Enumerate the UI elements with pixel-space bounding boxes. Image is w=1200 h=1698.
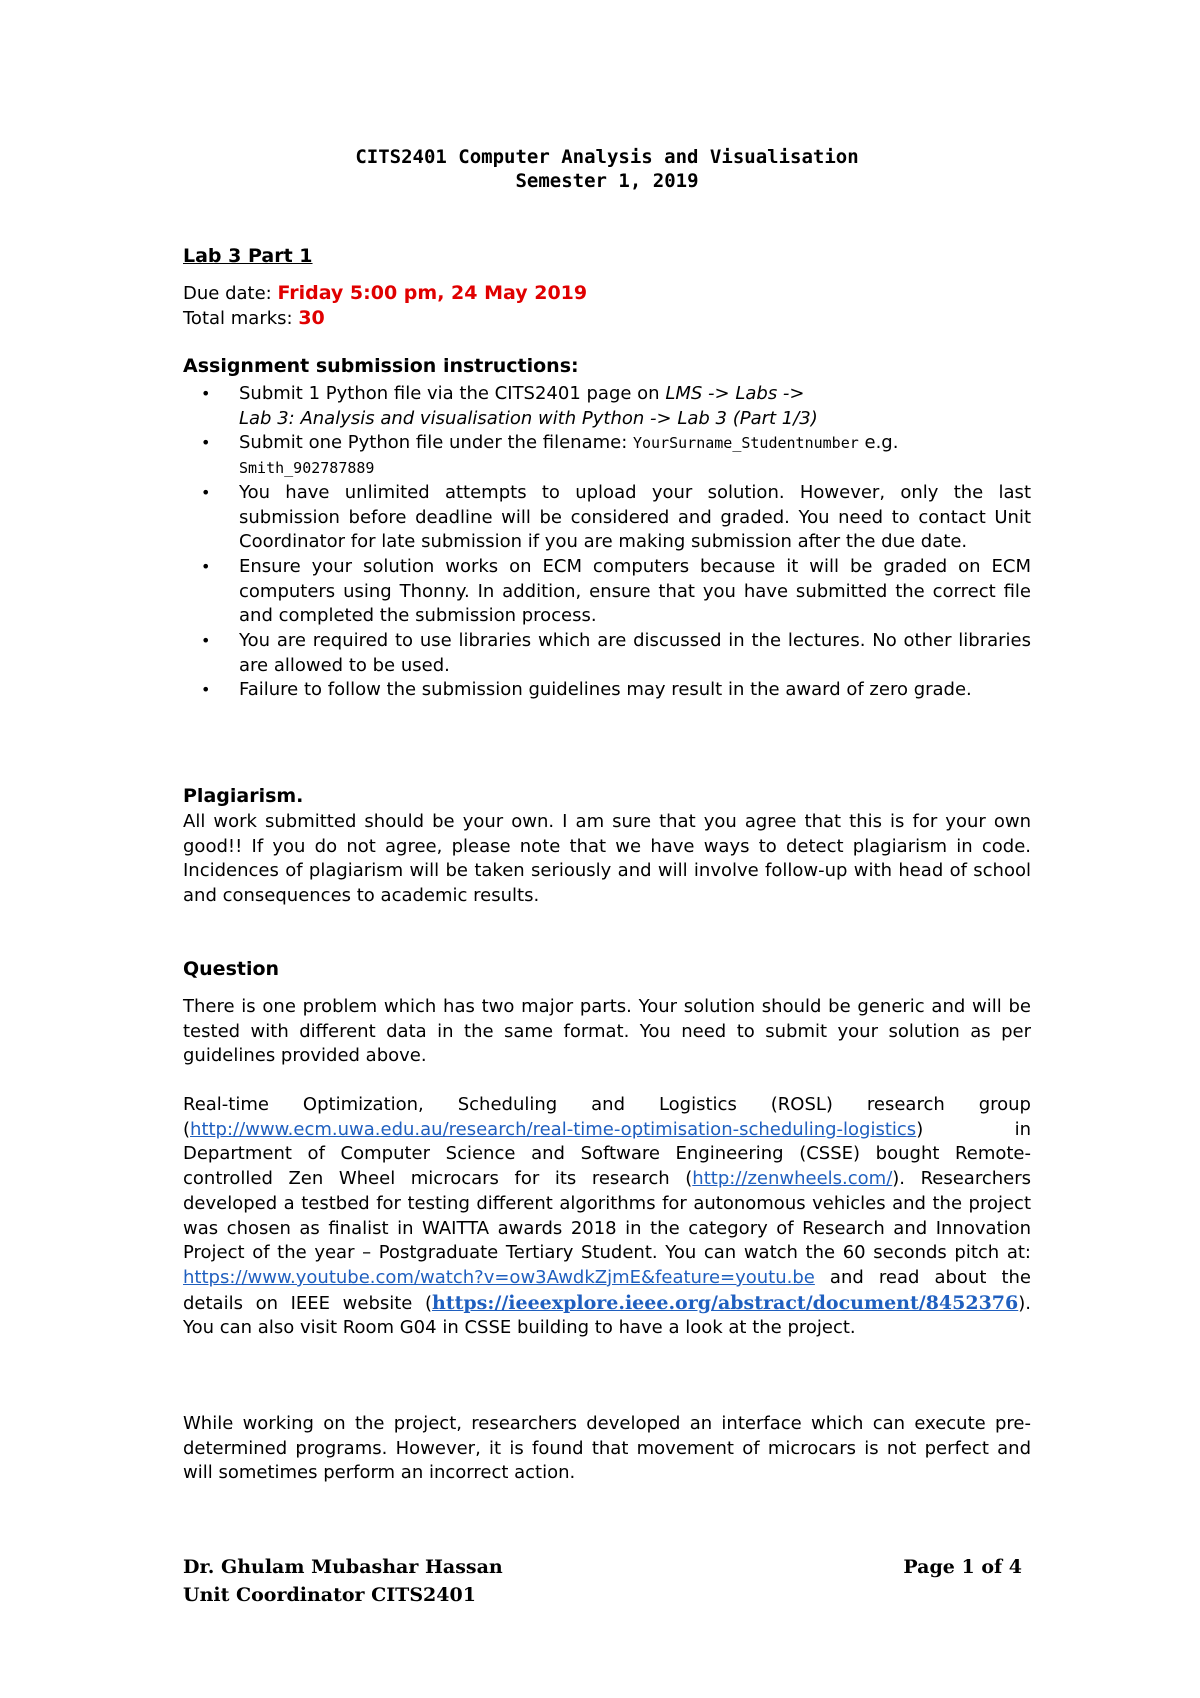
list-item: • You have unlimited attempts to upload your solution. However, only the last submission before deadline will be considered and graded. You need to contact Unit Coordinator for late submission if you are making submission after the due date. (183, 481, 1031, 555)
list-item: • Failure to follow the submission guidelines may result in the award of zero grade. (183, 678, 1031, 703)
submission-list (183, 382, 1031, 703)
lms-path: LMS -> Labs -> (665, 383, 805, 404)
total-marks-line (183, 307, 325, 329)
footer-role: Unit Coordinator CITS2401 (183, 1584, 476, 1606)
plagiarism-text: All work submitted should be your own. I am sure that you agree that this is for your own good!! If you do not agree, please note that we have ways to detect plagiarism in code. Incidences of plagiarism will be taken seriously and will involve follow-up with head of school and consequences to academic results. (183, 811, 1031, 907)
question-intro: There is one problem which has two major parts. Your solution should be generic and will be tested with different data in the same format. You need to submit your solution as per guidelines provided above. (183, 996, 1031, 1067)
due-date-value: Friday 5:00 pm, 24 May 2019 (277, 282, 588, 304)
filename-example: Smith_902787889 (239, 459, 375, 478)
lab-path: Lab 3: Analysis and visualisation with Python -> Lab 3 (Part 1/3) (239, 407, 818, 429)
semester: Semester 1, 2019 (515, 170, 699, 192)
total-marks-value: 30 (298, 307, 325, 329)
list-item: • Submit 1 Python file via the CITS2401 page on LMS -> Labs -> Lab 3: Analysis and visualisation with Python -> Lab 3 (Part 1/3) (183, 382, 1031, 431)
lab-title: Lab 3 Part 1 (183, 245, 313, 267)
question-interface: While working on the project, researchers developed an interface which can execute pre-determined programs. However, it is found that movement of microcars is not perfect and will sometimes perform an incorrect action. (183, 1413, 1031, 1484)
zenwheels-link[interactable]: http://zenwheels.com/ (692, 1168, 893, 1190)
filename-format: YourSurname_Studentnumber (633, 434, 859, 453)
plagiarism-heading: Plagiarism. (183, 785, 304, 807)
question-heading: Question (183, 958, 280, 980)
rosl-link[interactable]: http://www.ecm.uwa.edu.au/research/real-time-optimisation-scheduling-logistics (190, 1118, 917, 1140)
total-marks-label: Total marks: (183, 308, 299, 329)
page-number: Page 1 of 4 (903, 1556, 1022, 1578)
list-item: • Ensure your solution works on ECM computers because it will be graded on ECM computers using Thonny. In addition, ensure that you have submitted the correct file and completed the submission process. (183, 555, 1031, 629)
list-item: • Submit one Python file under the filename: YourSurname_Studentnumber e.g. Smith_902787889 (183, 431, 1031, 480)
list-item: • You are required to use libraries which are discussed in the lectures. No other libraries are allowed to be used. (183, 629, 1031, 678)
ieee-link[interactable]: https://ieeexplore.ieee.org/abstract/document/8452376 (432, 1291, 1019, 1314)
youtube-link[interactable]: https://www.youtube.com/watch?v=ow3AwdkZjmE&feature=youtu.be (183, 1266, 815, 1288)
submission-heading: Assignment submission instructions: (183, 355, 579, 377)
due-date-label: Due date: (183, 283, 278, 304)
question-background: Real-time Optimization, Scheduling and Logistics (ROSL) research group (http://www.ecm.uwa.edu.au/research/real-time-optimisation-scheduling-logistics) in Department of Computer Science and Software Engineering (CSSE) bought Remote-controlled Zen Wheel microcars for its research (http://zenwheels.com/). Researchers developed a testbed for testing different algorithms for autonomous vehicles and the project was chosen as finalist in WAITTA awards 2018 in the category of Research and Innovation Project of the year – Postgraduate Tertiary Student. You can watch the 60 seconds pitch at: https://www.youtube.com/watch?v=ow3AwdkZjmE&feature=youtu.be and read about the details on IEEE website (https://ieeexplore.ieee.org/abstract/document/8452376). You can also visit Room G04 in CSSE building to have a look at the project. (183, 1094, 1031, 1339)
course-title: CITS2401 Computer Analysis and Visualisation (355, 146, 859, 168)
footer-author: Dr. Ghulam Mubashar Hassan (183, 1556, 503, 1578)
due-date-line (183, 282, 587, 304)
